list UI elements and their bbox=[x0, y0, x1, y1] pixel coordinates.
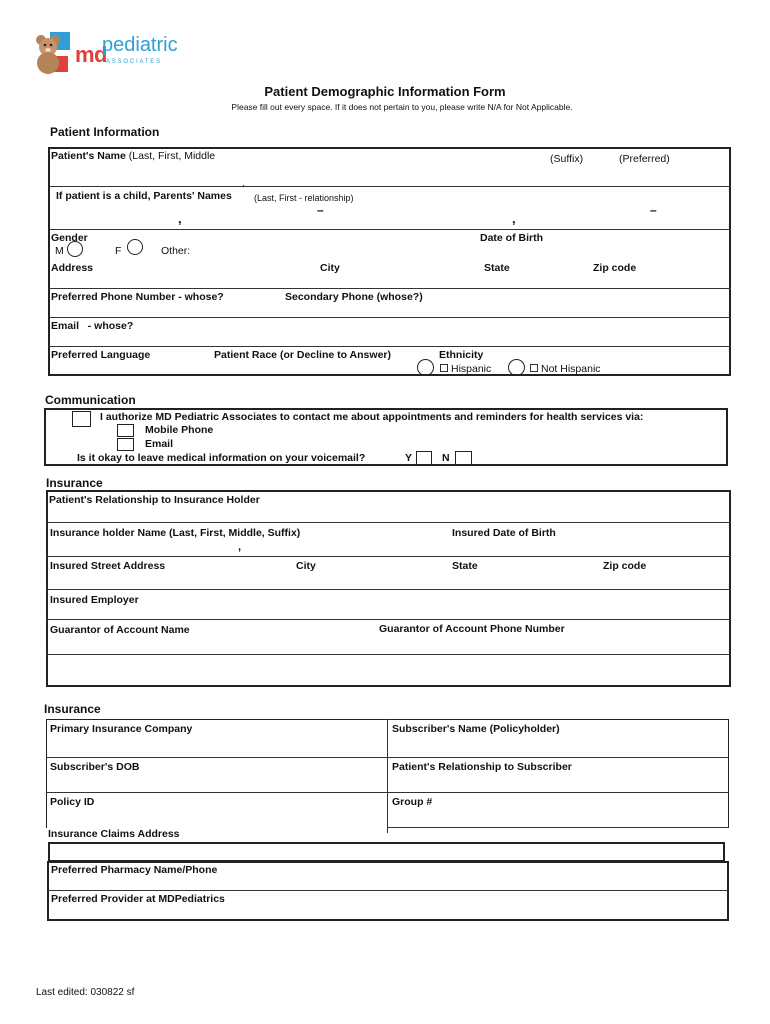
email-checkbox[interactable] bbox=[117, 438, 134, 451]
claims-address-label: Insurance Claims Address bbox=[48, 828, 180, 840]
claims-address-field[interactable] bbox=[48, 842, 725, 862]
parents-names-hint: (Last, First - relationship) bbox=[254, 193, 354, 203]
insurance2-section-title: Insurance bbox=[44, 702, 101, 716]
hispanic-label: Hispanic bbox=[440, 363, 491, 375]
gender-f-label: F bbox=[115, 245, 122, 257]
email-label: Email - whose? bbox=[51, 320, 134, 332]
relationship-label: Patient's Relationship to Insurance Holder bbox=[49, 494, 260, 506]
guarantor-phone-label: Guarantor of Account Phone Number bbox=[379, 623, 565, 635]
gender-f-radio[interactable] bbox=[127, 239, 143, 255]
preferred-phone-label: Preferred Phone Number - whose? bbox=[51, 291, 224, 303]
authorize-text: I authorize MD Pediatric Associates to contact me about appointments and reminders for health services via: bbox=[100, 411, 644, 423]
last-edited: Last edited: 030822 sf bbox=[36, 987, 135, 998]
not-hispanic-label: Not Hispanic bbox=[530, 363, 601, 375]
dob-label: Date of Birth bbox=[480, 232, 543, 244]
insured-state-label: State bbox=[452, 560, 478, 572]
insured-street-label: Insured Street Address bbox=[50, 560, 166, 572]
provider-label: Preferred Provider at MDPediatrics bbox=[51, 893, 225, 905]
state-label: State bbox=[484, 262, 510, 274]
form-instructions: Please fill out every space. If it does not pertain to you, please write N/A for Not Applicable. bbox=[231, 102, 573, 112]
email-option-label: Email bbox=[145, 438, 174, 450]
patient-relationship-label: Patient's Relationship to Subscriber bbox=[392, 761, 572, 773]
voicemail-question: Is it okay to leave medical information on your voicemail? bbox=[77, 452, 366, 464]
subscriber-dob-label: Subscriber's DOB bbox=[50, 761, 140, 773]
gender-m-label: M bbox=[55, 245, 64, 257]
guarantor-name-label: Guarantor of Account Name bbox=[50, 624, 190, 636]
holder-name-label: Insurance holder Name (Last, First, Middle, Suffix) bbox=[50, 527, 301, 539]
not-hispanic-radio[interactable] bbox=[508, 359, 525, 376]
communication-section-title: Communication bbox=[45, 393, 136, 407]
insured-zip-label: Zip code bbox=[603, 560, 647, 572]
voicemail-no-label: N bbox=[442, 452, 450, 464]
insured-dob-label: Insured Date of Birth bbox=[452, 527, 556, 539]
patient-section-title: Patient Information bbox=[50, 125, 160, 139]
authorize-checkbox[interactable] bbox=[72, 411, 91, 427]
language-label: Preferred Language bbox=[51, 349, 151, 361]
address-label: Address bbox=[51, 262, 94, 274]
subscriber-name-label: Subscriber's Name (Policyholder) bbox=[392, 723, 560, 735]
suffix-label: (Suffix) bbox=[550, 153, 584, 165]
patient-name-label: Patient's Name (Last, First, Middle bbox=[51, 150, 216, 162]
insured-city-label: City bbox=[296, 560, 316, 572]
voicemail-no-checkbox[interactable] bbox=[455, 451, 472, 465]
mobile-phone-label: Mobile Phone bbox=[145, 424, 214, 436]
city-label: City bbox=[320, 262, 340, 274]
form-title: Patient Demographic Information Form bbox=[264, 84, 506, 99]
teddy-bear-icon bbox=[28, 30, 74, 76]
voicemail-yes-label: Y bbox=[405, 452, 413, 464]
hispanic-radio[interactable] bbox=[417, 359, 434, 376]
insured-employer-label: Insured Employer bbox=[50, 594, 139, 606]
race-label: Patient Race (or Decline to Answer) bbox=[214, 349, 391, 361]
gender-label: Gender bbox=[51, 232, 88, 244]
secondary-phone-label: Secondary Phone (whose?) bbox=[285, 291, 423, 303]
primary-company-label: Primary Insurance Company bbox=[50, 723, 193, 735]
ethnicity-label: Ethnicity bbox=[439, 349, 484, 361]
logo-brand: pediatric bbox=[102, 34, 178, 56]
mobile-phone-checkbox[interactable] bbox=[117, 424, 134, 437]
preferred-label: (Preferred) bbox=[619, 153, 670, 165]
zip-label: Zip code bbox=[593, 262, 637, 274]
gender-m-radio[interactable] bbox=[67, 241, 83, 257]
logo bbox=[22, 28, 202, 78]
gender-other-label: Other: bbox=[161, 245, 191, 257]
insurance-section-title: Insurance bbox=[46, 476, 103, 490]
parents-names-label: If patient is a child, Parents' Names bbox=[56, 190, 232, 202]
policy-id-label: Policy ID bbox=[50, 796, 95, 808]
logo-md: md bbox=[75, 42, 107, 67]
voicemail-yes-checkbox[interactable] bbox=[416, 451, 432, 465]
logo-sub: ASSOCIATES bbox=[106, 59, 162, 65]
group-label: Group # bbox=[392, 796, 433, 808]
pharmacy-label: Preferred Pharmacy Name/Phone bbox=[51, 864, 218, 876]
